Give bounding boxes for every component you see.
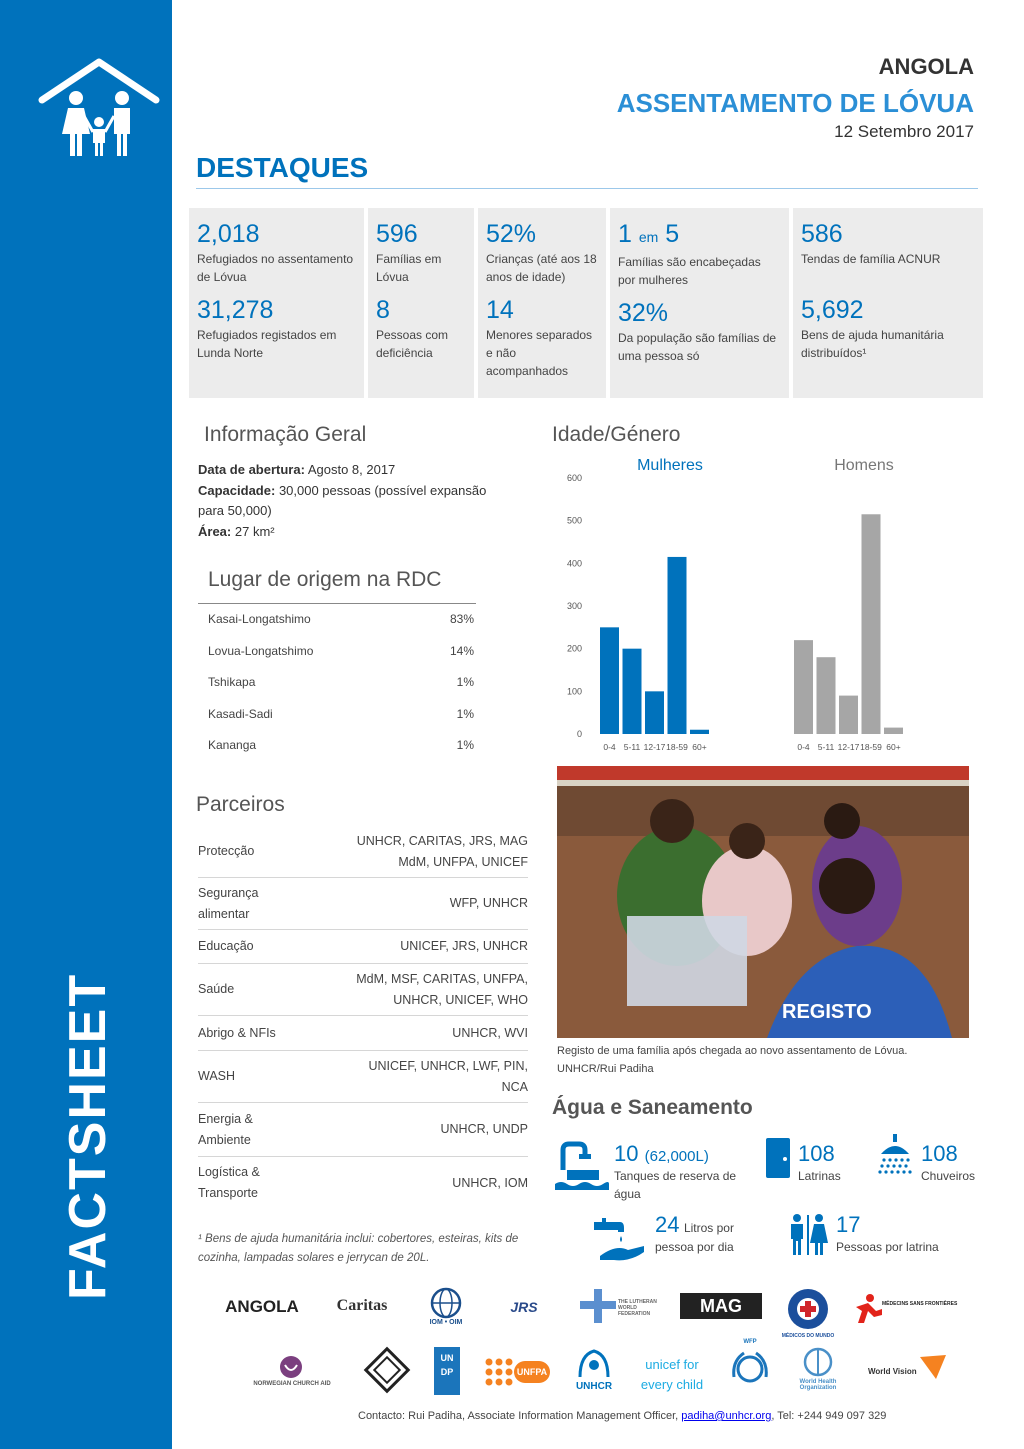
- lwf-cross-icon: [580, 1289, 616, 1323]
- legend-label: Mulheres: [637, 457, 703, 474]
- highlight-value: 14: [486, 296, 514, 324]
- iom-globe-icon: [426, 1287, 466, 1319]
- highlight-value: 596: [376, 220, 418, 248]
- origin-table: [208, 608, 474, 766]
- highlight-value: 1 em 5: [618, 220, 680, 248]
- highlight-column: [478, 208, 606, 398]
- highlight-column: [793, 208, 983, 398]
- highlight-value: 52%: [486, 220, 537, 248]
- highlight-label: Menores separados e não acompanhados: [486, 328, 593, 378]
- origin-divider: [198, 603, 476, 604]
- x-tick-label: 5-11: [623, 742, 641, 752]
- table-row: Protecção UNHCR, CARITAS, JRS, MAG MdM, UNFPA, UNICEF: [198, 826, 528, 878]
- latrines-stat: 108 Latrinas: [798, 1141, 841, 1183]
- bar: [794, 640, 813, 734]
- bar: [862, 514, 881, 734]
- medicos-do-mundo-icon: [786, 1287, 830, 1331]
- wfp-logo: WFP: [743, 1339, 757, 1345]
- mag-logo: MAG: [680, 1293, 762, 1319]
- highlight-value: 586: [801, 220, 843, 248]
- bar: [690, 730, 709, 734]
- highlight-value: 5,692: [801, 296, 864, 324]
- who-emblem-icon: [800, 1347, 836, 1377]
- family-shelter-icon: [36, 56, 162, 160]
- table-row: Lovua-Longatshimo 14%: [208, 643, 474, 658]
- table-row: Abrigo & NFIs UNHCR, WVI: [198, 1016, 528, 1051]
- x-tick-label: 5-11: [817, 742, 835, 752]
- iom-logo: IOM • OIM: [429, 1319, 463, 1326]
- footnote: ¹ Bens de ajuda humanitária inclui: cobertores, esteiras, kits de cozinha, lampadas solares e jerrycan de 20L.: [198, 1233, 519, 1264]
- medicos-do-mundo-logo: MÉDICOS DO MUNDO: [781, 1333, 835, 1339]
- table-row: Energia & Ambiente UNHCR, UNDP: [198, 1103, 528, 1157]
- highlight-label: Pessoas com deficiência: [376, 328, 449, 360]
- highlight-label: Famílias são encabeçadas por mulheres: [618, 255, 761, 287]
- showers-stat: 108 Chuveiros: [921, 1141, 976, 1183]
- x-tick-label: 60+: [692, 742, 707, 752]
- tap-hand-icon: [594, 1218, 646, 1262]
- highlights-title: DESTAQUES: [196, 152, 369, 183]
- highlight-label: Bens de ajuda humanitária distribuídos¹: [801, 328, 944, 360]
- report-date: 12 Setembro 2017: [834, 122, 974, 141]
- people-per-latrine-stat: 17 Pessoas por latrina: [836, 1212, 939, 1254]
- chart-title: Idade/Género: [552, 423, 681, 446]
- pin-diamond-icon: [362, 1345, 412, 1395]
- table-row: Kananga 1%: [208, 738, 474, 752]
- undp-logo: UN DP: [434, 1347, 460, 1395]
- x-tick-label: 18-59: [666, 742, 688, 752]
- lwf-logo: THE LUTHERAN WORLD FEDERATION: [618, 1299, 657, 1317]
- highlight-value: 31,278: [197, 296, 274, 324]
- x-tick-label: 0-4: [603, 742, 616, 752]
- page-title: ASSENTAMENTO DE LÓVUA: [616, 88, 974, 118]
- unhcr-logo: UNHCR: [575, 1381, 613, 1392]
- highlight-label: Refugiados registados em Lunda Norte: [197, 328, 337, 360]
- latrine-door-icon: [764, 1136, 792, 1180]
- contact-email-link[interactable]: padiha@unhcr.org: [681, 1410, 772, 1422]
- caritas-logo: Caritas: [336, 1297, 388, 1314]
- age-gender-chart: [552, 448, 972, 758]
- unhcr-hands-icon: [576, 1347, 612, 1381]
- bar: [623, 649, 642, 734]
- legend-label: Homens: [834, 457, 894, 474]
- factsheet-vertical-label: FACTSHEET: [59, 972, 117, 1300]
- y-tick-label: 300: [566, 601, 582, 611]
- highlight-column: [368, 208, 474, 398]
- partners-table: [198, 826, 528, 1209]
- x-tick-label: 18-59: [860, 742, 882, 752]
- highlight-label: Famílias em Lóvua: [376, 252, 442, 284]
- origin-title: Lugar de origem na RDC: [208, 568, 442, 591]
- table-row: WASH UNICEF, UNHCR, LWF, PIN, NCA: [198, 1051, 528, 1103]
- who-logo: World Health Organization: [799, 1379, 837, 1391]
- nca-logo: NORWEGIAN CHURCH AID: [253, 1381, 331, 1387]
- nca-icon: [278, 1355, 304, 1379]
- highlight-label: Refugiados no assentamento de Lóvua: [197, 252, 354, 284]
- wfp-wreath-icon: [728, 1347, 772, 1391]
- table-row: Saúde MdM, MSF, CARITAS, UNFPA, UNHCR, UNICEF, WHO: [198, 964, 528, 1016]
- highlight-column: [189, 208, 364, 398]
- y-tick-label: 600: [566, 473, 582, 483]
- angola-logo: ANGOLA: [225, 1297, 299, 1316]
- bar: [668, 557, 687, 734]
- world-vision-star-icon: [918, 1353, 948, 1381]
- table-row: Kasai-Longatshimo 83%: [208, 612, 474, 626]
- highlights-divider: [196, 188, 978, 189]
- highlight-label: Crianças (até aos 18 anos de idade): [486, 252, 597, 284]
- highlight-value: 8: [376, 296, 390, 324]
- sidebar: [0, 0, 172, 1449]
- table-row: Kasadi-Sadi 1%: [208, 706, 474, 721]
- highlight-column: [610, 208, 789, 398]
- partner-logos: [212, 1285, 972, 1405]
- msf-runner-icon: [852, 1293, 882, 1323]
- bar: [817, 657, 836, 734]
- male-female-icon: [788, 1213, 828, 1257]
- highlight-value: 2,018: [197, 220, 260, 248]
- world-vision-logo: World Vision: [868, 1367, 917, 1376]
- y-tick-label: 0: [576, 729, 582, 739]
- jrs-logo: JRS: [510, 1299, 538, 1315]
- partners-title: Parceiros: [196, 793, 285, 816]
- highlight-label: Da população são famílias de uma pessoa só: [618, 331, 777, 363]
- info-title: Informação Geral: [204, 423, 367, 446]
- water-tank-icon: [555, 1140, 609, 1190]
- country-heading: ANGOLA: [878, 54, 974, 79]
- tanks-stat: 10 (62,000L) Tanques de reserva de água: [614, 1141, 737, 1201]
- bar: [600, 627, 619, 734]
- table-row: Tshikapa 1%: [208, 675, 474, 689]
- contact-line: Contacto: Rui Padiha, Associate Information Management Officer, padiha@unhcr.org, Tel: +244 949 097 329: [358, 1410, 887, 1422]
- wash-title: Água e Saneamento: [552, 1096, 753, 1119]
- highlights-panel: [189, 208, 983, 398]
- y-tick-label: 500: [566, 515, 582, 526]
- bar: [884, 728, 903, 734]
- table-row: Educação UNICEF, JRS, UNHCR: [198, 930, 528, 964]
- unfpa-dots-icon: [484, 1357, 514, 1387]
- unicef-logo: unicef for every child: [640, 1357, 704, 1392]
- registration-photo: [557, 766, 969, 1038]
- liters-stat: 24 Litros por pessoa por dia: [655, 1212, 734, 1254]
- registo-badge-text: REGISTO: [782, 1001, 872, 1023]
- photo-caption: Registo de uma família após chegada ao novo assentamento de Lóvua. UNHCR/Rui Padiha: [557, 1045, 908, 1075]
- table-row: Segurança alimentar WFP, UNHCR: [198, 878, 528, 930]
- y-tick-label: 200: [566, 643, 582, 654]
- x-tick-label: 12-17: [837, 742, 860, 752]
- highlight-label: Tendas de família ACNUR: [801, 252, 941, 266]
- general-info: Data de abertura: Agosto 8, 2017 Capacidade: 30,000 pessoas (possível expansão para 50,000) Área: 27 km²: [198, 462, 487, 539]
- msf-logo: MÉDECINS SANS FRONTIÈRES: [882, 1301, 958, 1307]
- x-tick-label: 60+: [886, 742, 901, 752]
- x-tick-label: 12-17: [643, 742, 666, 752]
- bar: [839, 696, 858, 734]
- bar: [645, 691, 664, 734]
- table-row: Logística & Transporte UNHCR, IOM: [198, 1165, 528, 1200]
- unfpa-logo: UNFPA: [514, 1361, 550, 1383]
- y-tick-label: 100: [566, 686, 582, 697]
- x-tick-label: 0-4: [797, 742, 810, 752]
- shower-icon: [876, 1134, 914, 1178]
- y-tick-label: 400: [566, 558, 582, 569]
- highlight-value: 32%: [618, 299, 669, 327]
